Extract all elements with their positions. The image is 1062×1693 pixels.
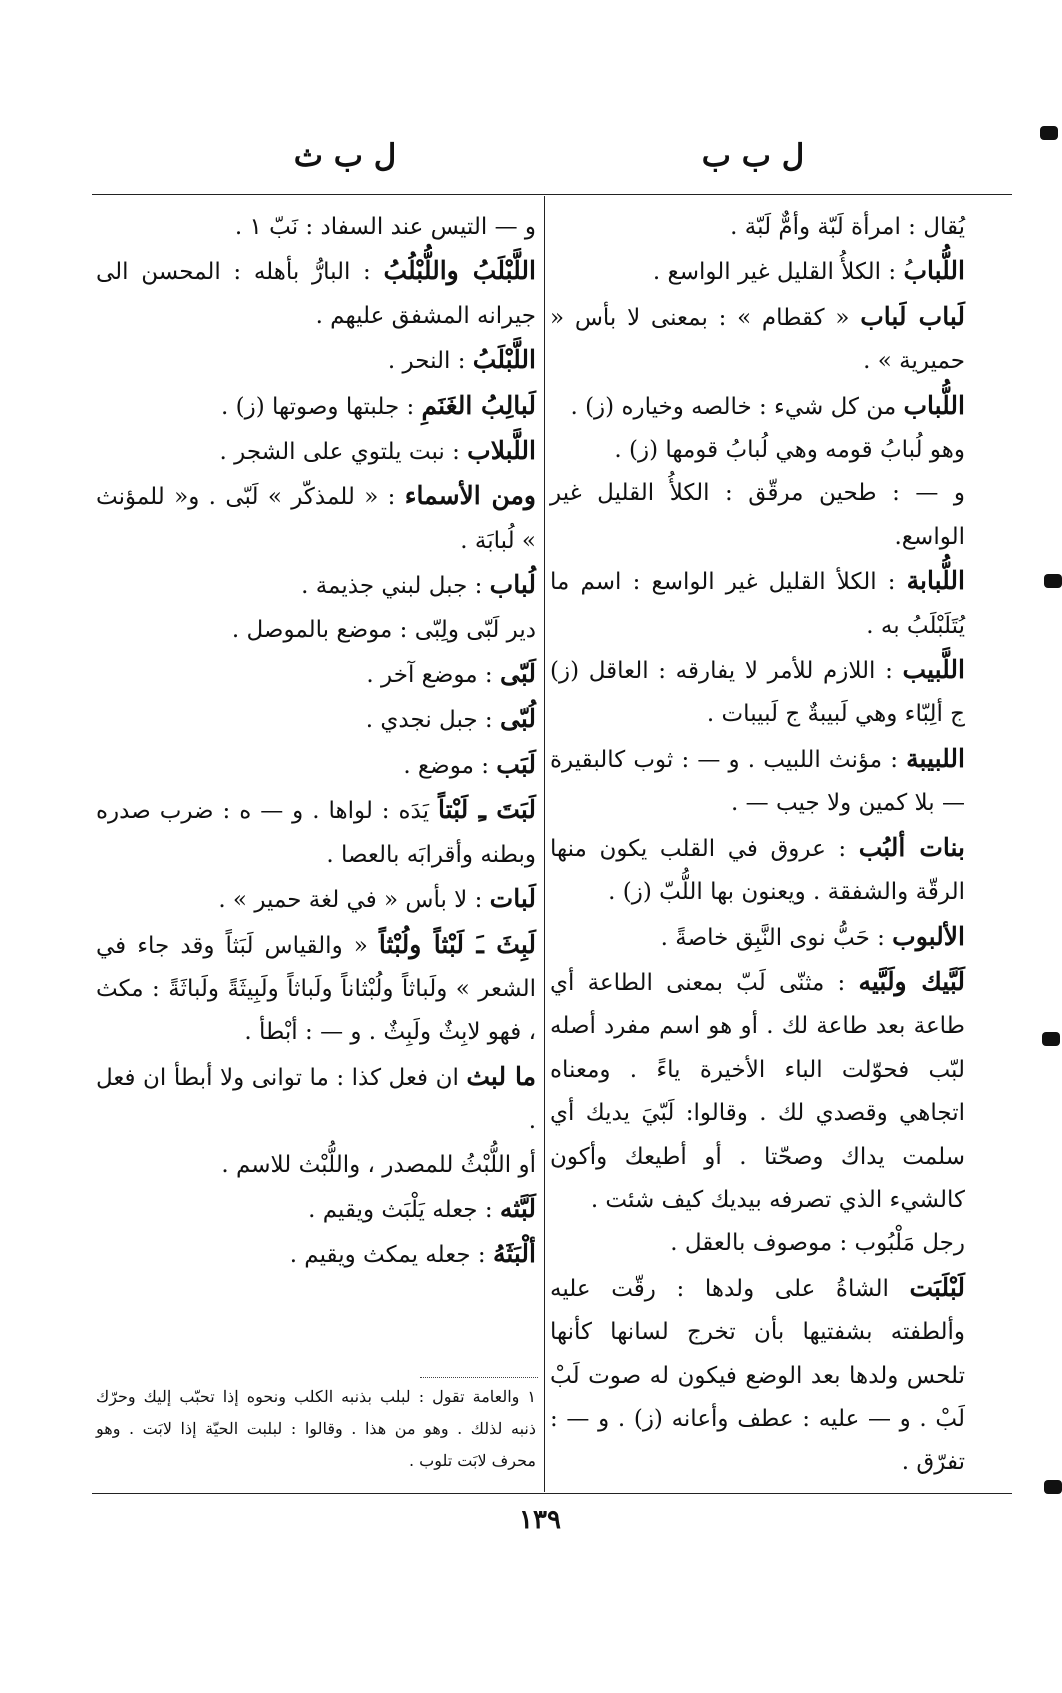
entry-headword: بنات ألبُب <box>858 832 965 862</box>
entry-definition: : الكلأ القليل غير الواسع : اسم ما يُتَلَبْلَبُ به . <box>550 569 965 639</box>
entry-headword: لُبّى <box>500 704 536 734</box>
entry-definition: : النحر . <box>387 348 473 375</box>
entry-definition: : جبل لبني جذيمة . <box>301 573 490 600</box>
entry-headword: اللَّبْلَبُ واللُّبْلُبُ <box>383 256 536 286</box>
entry-headword: اللَّبيب <box>902 655 965 685</box>
dictionary-entry <box>550 384 965 429</box>
entry-headword: اللَّبلاب <box>467 436 536 466</box>
scan-mark <box>1042 1032 1060 1046</box>
dictionary-entry <box>96 429 536 474</box>
entry-definition: أو اللُّبْثُ للمصدر ، واللُّبْث للاسم . <box>221 1151 536 1178</box>
entry-definition: ُ : الكلأُ القليل غير الواسع . <box>652 259 904 286</box>
dictionary-entry <box>96 249 536 338</box>
footnote-number: ١ <box>527 1387 536 1406</box>
dictionary-entry <box>550 915 965 960</box>
dictionary-entry <box>550 1266 965 1485</box>
dictionary-entry <box>96 338 536 383</box>
entry-headword: لَبَّيك ولَبَّيه <box>858 966 965 996</box>
dictionary-entry <box>96 384 536 429</box>
entry-definition: و — التيس عند السفاد : نَبّ ١ . <box>234 214 536 240</box>
left-column-header: ل ب ث <box>293 138 397 174</box>
entry-headword: لَبات <box>489 884 536 914</box>
top-rule <box>92 194 1012 195</box>
entry-definition: و — : طحين مرقّق : الكلأُ القليل غير الواسع. <box>550 480 965 550</box>
entry-headword: ألْبَثَهُ <box>492 1239 536 1269</box>
right-column <box>550 206 965 1485</box>
dictionary-entry <box>550 826 965 915</box>
entry-definition: يُقال : امرأة لَبّة وأمٌّ لَبّة . <box>730 214 965 240</box>
right-column-header: ل ب ب <box>701 138 805 174</box>
entry-definition: : البارُّ بأهله : المحسن الى جيرانه المشفق عليهم . <box>96 259 536 329</box>
entry-definition: الشاةُ على ولدها : رقّت عليه وألطفته بشفتيها بأن تخرج لسانها كأنها تلحس ولدها بعد الوضع فيكون له صوت لَبْ لَبْ . و — عليه : عطف وأعانه (ز) . و — : تفرّق . <box>550 1275 965 1476</box>
dictionary-entry <box>550 960 965 1222</box>
entry-definition: « والقياس لَبَثاً وقد جاء في الشعر » ولَباثاً ولُبْثاناً ولَباثاً ولَبِيثَةً ولَباثَةً : مكث ، فهو لابِثٌ ولَبِثٌ . و — : أبْطأ . <box>96 932 536 1046</box>
dictionary-entry <box>550 206 965 249</box>
scan-mark <box>1044 1480 1062 1494</box>
dictionary-entry <box>96 743 536 788</box>
dictionary-entry <box>96 1187 536 1232</box>
page-number: ١٣٩ <box>519 1505 561 1535</box>
entry-definition: وهو لُبابُ قومه وهي لُبابُ قومها (ز) . <box>614 437 965 464</box>
entry-definition: : اللازم للأمر لا يفارقه : العاقل (ز) ج ألِبّاء وهي لَبيبةٌ ج لَبيبات . <box>550 658 965 728</box>
dictionary-entry <box>550 559 965 648</box>
dictionary-entry <box>96 609 536 652</box>
entry-headword: لَبالِبُ الغَنَمِ <box>421 390 536 420</box>
footnote-separator <box>420 1377 538 1378</box>
entry-headword: لَبْلَبَت <box>909 1272 965 1302</box>
entry-headword: لَبَب <box>496 749 536 779</box>
dictionary-entry <box>550 295 965 384</box>
entry-headword: ما لبث <box>466 1061 537 1091</box>
entry-definition: : مثنّى لَبّ بمعنى الطاعة أي طاعة بعد طاعة لك . أو هو اسم مفرد أصله لبّب فحوّلت الباء الأخيرة ياءً . ومعناه اتجاهي وقصدي لك . وقالوا: لَبّيَ يديك أي سلمت يداك وصحّتا . أو أطيعك وأكون كالشيء الذي تصرفه بيديك كيف شئت . <box>550 969 965 1213</box>
dictionary-entry <box>96 652 536 697</box>
entry-definition: : نبت يلتوي على الشجر . <box>219 439 468 466</box>
entry-headword: لَبَتَ ـِ لَبْتاً <box>437 795 536 825</box>
entry-definition: « كقطام » : بمعنى لا بأس « حميرية » . <box>550 304 965 375</box>
footnote <box>96 1381 536 1477</box>
dictionary-entry <box>96 923 536 1055</box>
entry-definition: : جلبتها وصوتها (ز) . <box>221 393 422 420</box>
entry-headword: ومن الأسماء <box>404 481 536 511</box>
footnote-text: والعامة تقول : لبلب بذنبه الكلب ونحوه إذا تحبّب إليك وحرّك ذنبه لذلك . وهو من هذا . وقالوا : لبلبت الحيّة إذا لابَت . وهو محرف لابَت تلوب . <box>96 1387 536 1470</box>
dictionary-entry <box>96 1232 536 1277</box>
entry-definition: : موضع . <box>403 752 497 779</box>
column-divider <box>544 196 545 1492</box>
entry-definition: ان فعل كذا : ما توانى ولا أبطأ ان فعل . <box>96 1064 536 1135</box>
dictionary-entry <box>96 563 536 608</box>
entry-headword: لَبّى <box>500 659 536 689</box>
entry-headword: لَبَّثه <box>499 1193 536 1223</box>
entry-headword: اللُّباب <box>903 390 965 420</box>
dictionary-entry <box>96 1144 536 1187</box>
entry-headword: لُباب <box>489 570 536 600</box>
left-column <box>96 206 536 1278</box>
entry-headword: اللبيبة <box>906 743 965 773</box>
entry-definition: : مؤنث اللبيب . و — : ثوب كالبقيرة — بلا كمين ولا جيب — . <box>550 746 965 817</box>
dictionary-entry <box>550 648 965 737</box>
entry-headword: لَبِثَ ـَ لَبْثاً ولُبْثاً <box>378 929 536 959</box>
entry-definition: : حَبُّ نوى النَّبِق خاصةً . <box>660 924 893 951</box>
dictionary-entry <box>96 474 536 563</box>
entry-definition: من كل شيء : خالصه وخياره (ز) . <box>570 393 904 420</box>
entry-headword: اللُّباب <box>903 256 965 286</box>
entry-definition: : جعله يَلْبَث ويقيم . <box>308 1196 500 1223</box>
dictionary-entry <box>96 206 536 249</box>
dictionary-entry <box>96 1055 536 1144</box>
dictionary-entry <box>96 877 536 922</box>
dictionary-entry <box>550 472 965 559</box>
scan-mark <box>1040 126 1058 140</box>
entry-definition: : موضع آخر . <box>366 662 500 689</box>
entry-definition: يَدَه : لواها . و — ه : ضرب صدره وبطنه وأقرابَه بالعصا . <box>96 798 536 868</box>
entry-headword: اللَّبْلَبُ <box>472 345 536 375</box>
dictionary-entry <box>96 788 536 877</box>
entry-definition: : « للمذكّر » لَبّى . و« للمؤنث » لُبابَة . <box>96 484 536 554</box>
entry-headword: لَباب لَباب <box>860 301 965 331</box>
entry-definition: : جبل نجدي . <box>365 707 500 734</box>
entry-definition: دير لَبّى ولِبّى : موضع بالموصل . <box>231 616 536 643</box>
entry-definition: : عروق في القلب يكون منها الرقّة والشفقة . ويعنون بها اللُّبّ (ز) . <box>550 835 965 906</box>
dictionary-entry <box>550 249 965 294</box>
dictionary-entry <box>550 737 965 826</box>
dictionary-entry <box>550 1222 965 1265</box>
entry-definition: رجل مَلْبُوب : موصوف بالعقل . <box>670 1230 965 1257</box>
entry-headword: اللُّبابة <box>906 566 965 596</box>
entry-definition: : لا بأس « في لغة حمير » . <box>218 887 490 914</box>
entry-definition: : جعله يمكث ويقيم . <box>289 1242 493 1269</box>
bottom-rule <box>92 1493 1012 1494</box>
dictionary-entry <box>550 429 965 472</box>
entry-headword: الألبوب <box>892 921 965 951</box>
dictionary-entry <box>96 697 536 742</box>
scan-mark <box>1044 574 1062 588</box>
